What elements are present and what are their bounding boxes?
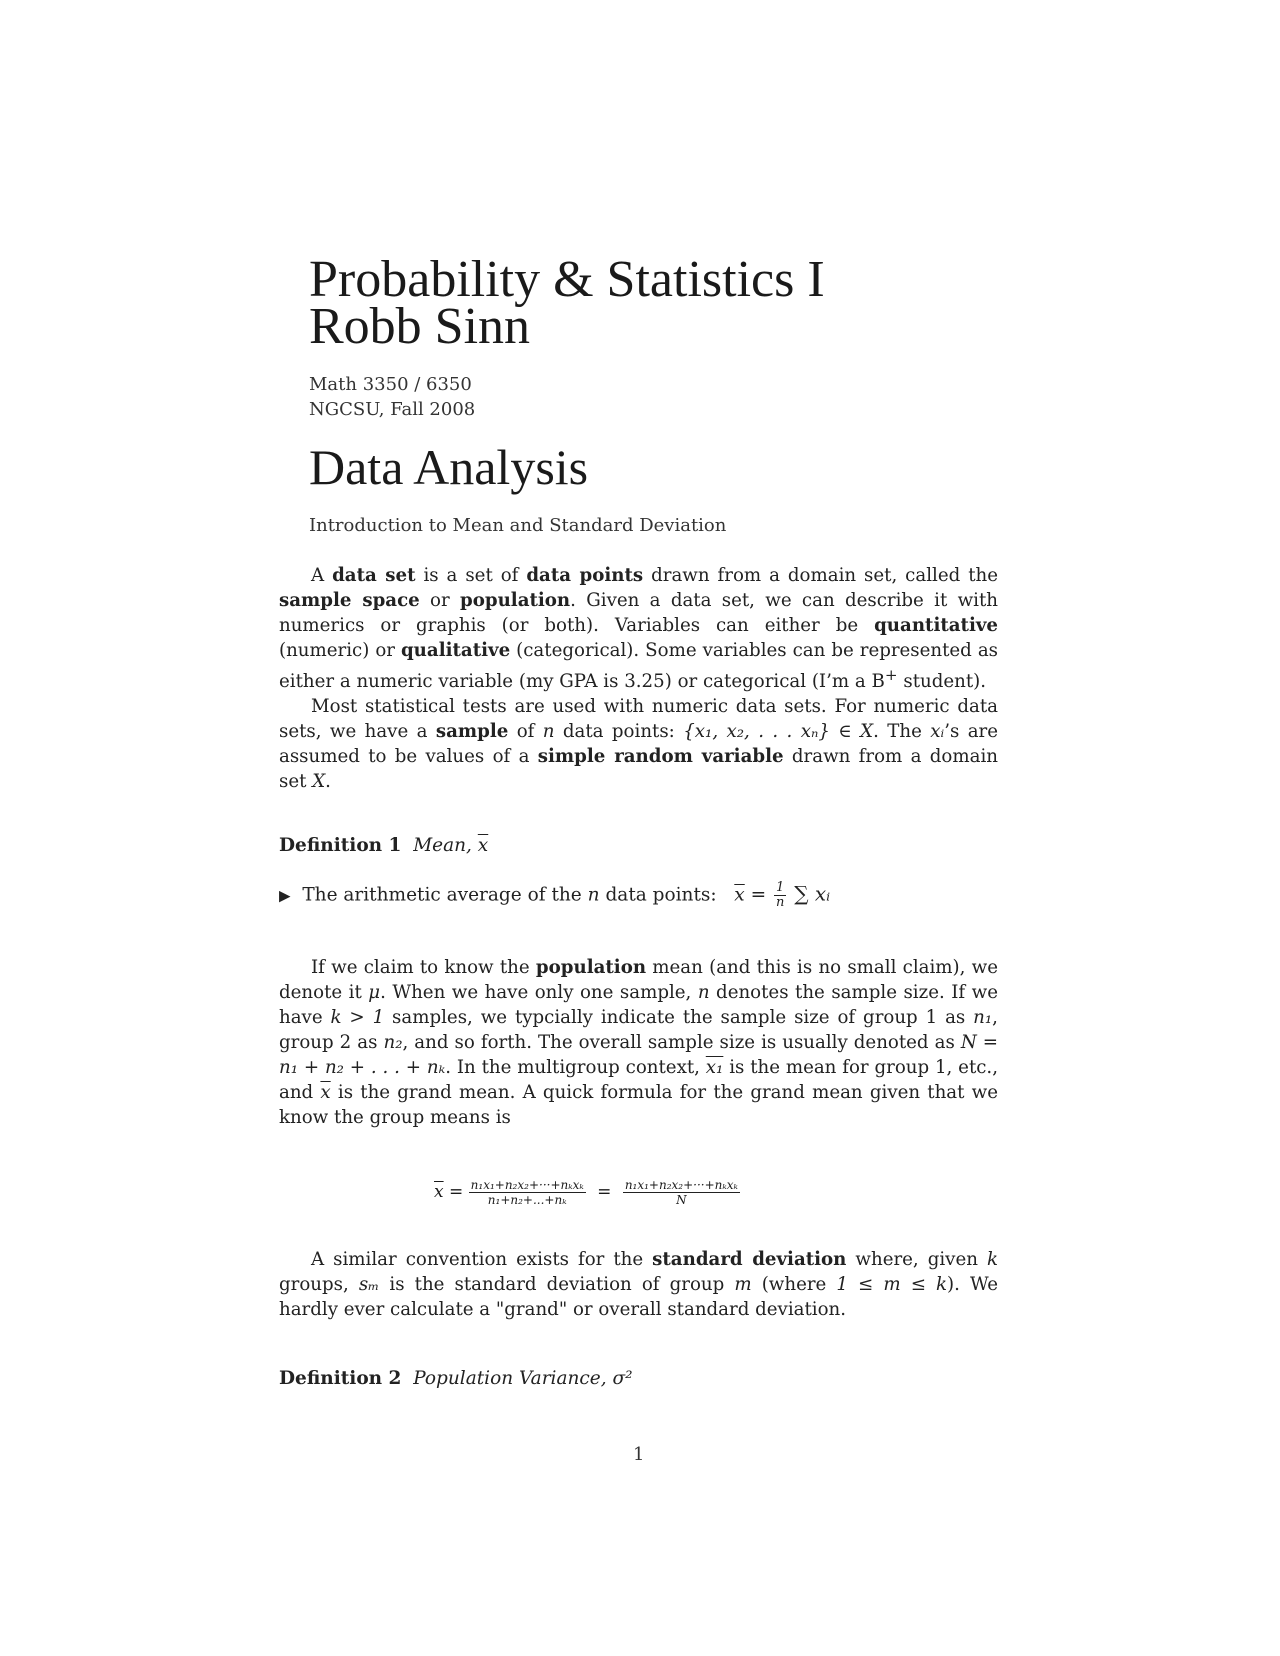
paragraph-numeric-data: Most statistical tests are used with numeric data sets. For numeric data sets, we have a sample of n data points: {x₁, x₂, . . . xₙ} ∈ X. The xᵢ’s are assumed to be values of a simple random variable drawn from a domain set X. <box>279 696 999 793</box>
paragraph-standard-deviation: A similar convention exists for the standard deviation where, given k groups, sₘ is the standard deviation of group m (where 1 ≤ m ≤ k). We hardly ever calculate a "grand" or overall standard deviation. <box>279 1249 998 1320</box>
grand-mean-formula: $\overline{x}$ = $\frac{\text{n₁x₁+n₂x₂+···+nₖxₖ}}{\text{n₁+n₂+...+nₖ}}$ = $\frac{\text{n₁x₁+n₂x₂+···+nₖxₖ}}{N}$ <box>434 1178 738 1207</box>
intro-paragraphs <box>279 563 998 794</box>
definition-2-heading: Definition 2 Population Variance, σ² <box>279 1368 633 1389</box>
paragraph-data-set: A data set is a set of data points drawn from a domain set, called the sample space or population. Given a data set, we can describe it with numerics or graphis (or both). Variables can either be quantitative (numeric) or qualitative (categorical). Some variables can be represented as either a numeric variable (my GPA is 3.25) or categorical (I’m a B+ student). <box>279 565 998 693</box>
page-number: 1 <box>633 1444 645 1465</box>
paragraph-population-mean: If we claim to know the population mean (and this is no small claim), we denote it μ. When we have only one sample, n denotes the sample size. If we have k > 1 samples, we typcially indicate the sample size of group 1 as n₁, group 2 as n₂, and so forth. The overall sample size is usually denoted as N = n₁ + n₂ + . . . + nₖ. In the multigroup context, x₁ is the mean for group 1, etc., and $\overline{x}$ is the grand mean. A quick formula for the grand mean given that we know the group means is <box>279 957 999 1128</box>
course-number: Math 3350 / 6350 <box>309 374 472 395</box>
course-title: Probability & Statistics I <box>309 251 825 308</box>
author-name: Robb Sinn <box>309 298 531 355</box>
definition-1-body: ▶ The arithmetic average of the n data points: $\overline{x}$ = $\frac{1}{n}$ ∑ xᵢ <box>279 880 831 910</box>
course-term: NGCSU, Fall 2008 <box>309 399 476 420</box>
bullet-triangle-icon: ▶ <box>279 886 291 905</box>
section-title: Data Analysis <box>309 439 589 495</box>
definition-1-heading: Definition 1 Mean, $\overline{x}$ <box>279 835 489 856</box>
section-subtitle: Introduction to Mean and Standard Deviation <box>309 515 727 536</box>
